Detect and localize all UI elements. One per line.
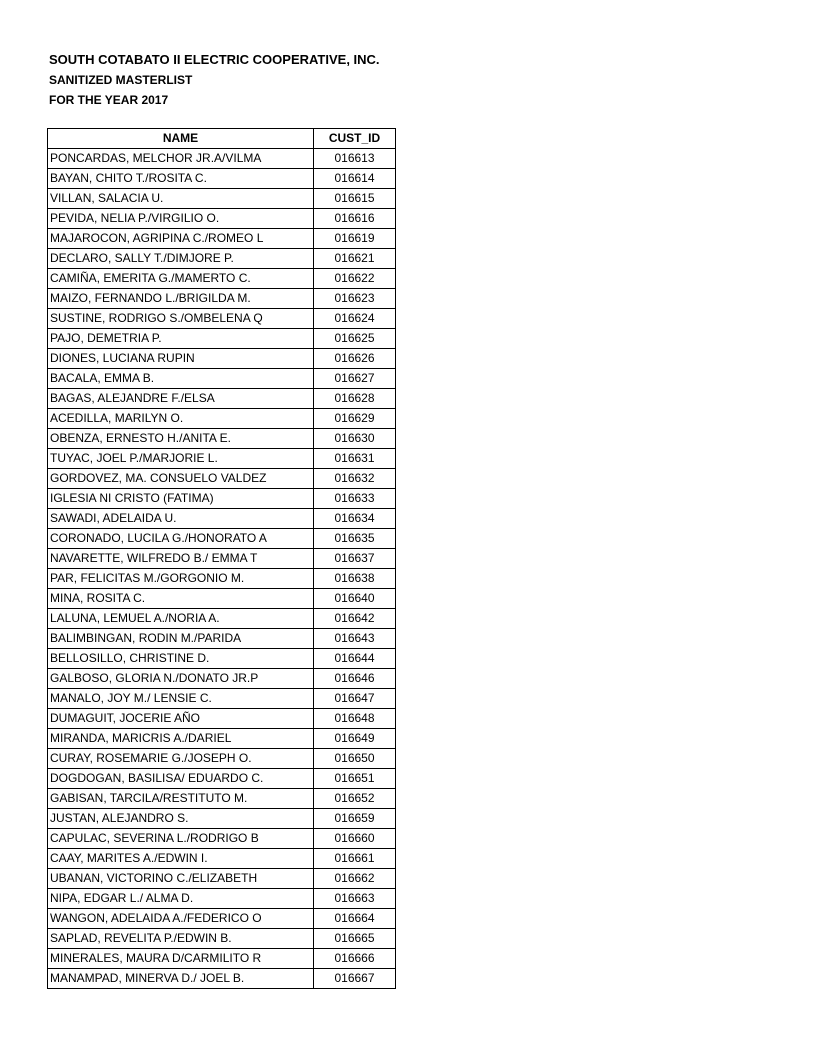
customer-id-cell: 016622: [314, 269, 396, 289]
customer-name-cell: GORDOVEZ, MA. CONSUELO VALDEZ: [48, 469, 314, 489]
customer-id-cell: 016649: [314, 729, 396, 749]
table-row: [48, 749, 396, 769]
customer-id-cell: 016626: [314, 349, 396, 369]
table-row: [48, 949, 396, 969]
table-row: [48, 189, 396, 209]
customer-id-cell: 016638: [314, 569, 396, 589]
table-row: [48, 589, 396, 609]
customer-id-cell: 016650: [314, 749, 396, 769]
table-row: [48, 569, 396, 589]
customer-name-cell: CURAY, ROSEMARIE G./JOSEPH O.: [48, 749, 314, 769]
customer-id-cell: 016659: [314, 809, 396, 829]
table-row: [48, 269, 396, 289]
table-row: [48, 489, 396, 509]
table-row: [48, 709, 396, 729]
customer-id-cell: 016628: [314, 389, 396, 409]
table-row: [48, 869, 396, 889]
customer-name-cell: PAJO, DEMETRIA P.: [48, 329, 314, 349]
customer-id-cell: 016625: [314, 329, 396, 349]
customer-id-cell: 016646: [314, 669, 396, 689]
customer-id-cell: 016662: [314, 869, 396, 889]
customer-name-cell: VILLAN, SALACIA U.: [48, 189, 314, 209]
customer-name-cell: MANAMPAD, MINERVA D./ JOEL B.: [48, 969, 314, 989]
customer-id-cell: 016643: [314, 629, 396, 649]
customer-id-cell: 016665: [314, 929, 396, 949]
table-row: [48, 469, 396, 489]
customer-id-cell: 016648: [314, 709, 396, 729]
customer-name-cell: TUYAC, JOEL P./MARJORIE L.: [48, 449, 314, 469]
table-row: [48, 969, 396, 989]
customer-id-cell: 016640: [314, 589, 396, 609]
table-row: [48, 809, 396, 829]
customer-name-cell: MIRANDA, MARICRIS A./DARIEL: [48, 729, 314, 749]
customer-name-cell: DUMAGUIT, JOCERIE AÑO: [48, 709, 314, 729]
customer-id-cell: 016667: [314, 969, 396, 989]
customer-name-cell: CAMIÑA, EMERITA G./MAMERTO C.: [48, 269, 314, 289]
customer-id-cell: 016621: [314, 249, 396, 269]
table-row: [48, 289, 396, 309]
table-row: [48, 149, 396, 169]
customer-name-cell: PEVIDA, NELIA P./VIRGILIO O.: [48, 209, 314, 229]
customer-name-cell: DIONES, LUCIANA RUPIN: [48, 349, 314, 369]
customer-name-cell: BACALA, EMMA B.: [48, 369, 314, 389]
customer-id-cell: 016614: [314, 169, 396, 189]
customer-name-cell: CORONADO, LUCILA G./HONORATO A: [48, 529, 314, 549]
customer-id-cell: 016666: [314, 949, 396, 969]
customer-name-cell: BAYAN, CHITO T./ROSITA C.: [48, 169, 314, 189]
customer-id-cell: 016619: [314, 229, 396, 249]
customer-id-cell: 016633: [314, 489, 396, 509]
customer-name-cell: MINA, ROSITA C.: [48, 589, 314, 609]
document-header: [49, 50, 380, 110]
customer-id-cell: 016623: [314, 289, 396, 309]
column-header-name: NAME: [48, 129, 314, 149]
table-row: [48, 729, 396, 749]
customer-name-cell: JUSTAN, ALEJANDRO S.: [48, 809, 314, 829]
table-row: [48, 309, 396, 329]
table-row: [48, 209, 396, 229]
customer-name-cell: PAR, FELICITAS M./GORGONIO M.: [48, 569, 314, 589]
customer-id-cell: 016631: [314, 449, 396, 469]
document-subtitle: SANITIZED MASTERLIST: [49, 73, 193, 87]
customer-name-cell: MAJAROCON, AGRIPINA C./ROMEO L: [48, 229, 314, 249]
customer-name-cell: UBANAN, VICTORINO C./ELIZABETH: [48, 869, 314, 889]
year-line: FOR THE YEAR 2017: [49, 93, 169, 107]
customer-id-cell: 016616: [314, 209, 396, 229]
customer-name-cell: BALIMBINGAN, RODIN M./PARIDA: [48, 629, 314, 649]
customer-name-cell: NIPA, EDGAR L./ ALMA D.: [48, 889, 314, 909]
customer-name-cell: CAAY, MARITES A./EDWIN I.: [48, 849, 314, 869]
table-row: [48, 529, 396, 549]
customer-name-cell: OBENZA, ERNESTO H./ANITA E.: [48, 429, 314, 449]
customer-id-cell: 016664: [314, 909, 396, 929]
customer-name-cell: ACEDILLA, MARILYN O.: [48, 409, 314, 429]
table-row: [48, 649, 396, 669]
customer-id-cell: 016661: [314, 849, 396, 869]
customer-id-cell: 016663: [314, 889, 396, 909]
customer-id-cell: 016637: [314, 549, 396, 569]
table-row: [48, 229, 396, 249]
customer-name-cell: DECLARO, SALLY T./DIMJORE P.: [48, 249, 314, 269]
customer-name-cell: SUSTINE, RODRIGO S./OMBELENA Q: [48, 309, 314, 329]
table-row: [48, 549, 396, 569]
customer-id-cell: 016642: [314, 609, 396, 629]
customer-name-cell: SAPLAD, REVELITA P./EDWIN B.: [48, 929, 314, 949]
table-row: [48, 409, 396, 429]
customer-name-cell: BELLOSILLO, CHRISTINE D.: [48, 649, 314, 669]
table-row: [48, 689, 396, 709]
table-row: [48, 629, 396, 649]
customer-name-cell: PONCARDAS, MELCHOR JR.A/VILMA: [48, 149, 314, 169]
customer-name-cell: SAWADI, ADELAIDA U.: [48, 509, 314, 529]
customer-id-cell: 016634: [314, 509, 396, 529]
table-row: [48, 789, 396, 809]
table-row: [48, 929, 396, 949]
customer-name-cell: LALUNA, LEMUEL A./NORIA A.: [48, 609, 314, 629]
column-header-cust-id: CUST_ID: [314, 129, 396, 149]
table-row: [48, 609, 396, 629]
customer-name-cell: DOGDOGAN, BASILISA/ EDUARDO C.: [48, 769, 314, 789]
customer-id-cell: 016660: [314, 829, 396, 849]
table-row: [48, 249, 396, 269]
table-row: [48, 669, 396, 689]
customer-name-cell: MANALO, JOY M./ LENSIE C.: [48, 689, 314, 709]
customer-name-cell: MAIZO, FERNANDO L./BRIGILDA M.: [48, 289, 314, 309]
customer-name-cell: WANGON, ADELAIDA A./FEDERICO O: [48, 909, 314, 929]
customer-name-cell: NAVARETTE, WILFREDO B./ EMMA T: [48, 549, 314, 569]
customer-name-cell: CAPULAC, SEVERINA L./RODRIGO B: [48, 829, 314, 849]
table-row: [48, 829, 396, 849]
customer-id-cell: 016630: [314, 429, 396, 449]
table-row: [48, 769, 396, 789]
customer-id-cell: 016635: [314, 529, 396, 549]
customer-id-cell: 016613: [314, 149, 396, 169]
customer-id-cell: 016629: [314, 409, 396, 429]
table-row: [48, 449, 396, 469]
customer-name-cell: MINERALES, MAURA D/CARMILITO R: [48, 949, 314, 969]
table-body: [48, 149, 396, 989]
table-row: [48, 169, 396, 189]
customer-id-cell: 016632: [314, 469, 396, 489]
organization-title: SOUTH COTABATO II ELECTRIC COOPERATIVE, INC.: [49, 52, 380, 67]
customer-id-cell: 016647: [314, 689, 396, 709]
customer-name-cell: IGLESIA NI CRISTO (FATIMA): [48, 489, 314, 509]
customer-id-cell: 016615: [314, 189, 396, 209]
table-row: [48, 429, 396, 449]
customer-name-cell: GALBOSO, GLORIA N./DONATO JR.P: [48, 669, 314, 689]
table-row: [48, 369, 396, 389]
customer-id-cell: 016627: [314, 369, 396, 389]
table-row: [48, 849, 396, 869]
customer-id-cell: 016644: [314, 649, 396, 669]
table-header-row: [48, 129, 396, 149]
table-row: [48, 329, 396, 349]
table-row: [48, 889, 396, 909]
customer-name-cell: GABISAN, TARCILA/RESTITUTO M.: [48, 789, 314, 809]
table-row: [48, 909, 396, 929]
table-row: [48, 509, 396, 529]
table-row: [48, 349, 396, 369]
customer-id-cell: 016651: [314, 769, 396, 789]
masterlist-table: [47, 128, 396, 989]
customer-id-cell: 016652: [314, 789, 396, 809]
customer-id-cell: 016624: [314, 309, 396, 329]
table-row: [48, 389, 396, 409]
customer-name-cell: BAGAS, ALEJANDRE F./ELSA: [48, 389, 314, 409]
